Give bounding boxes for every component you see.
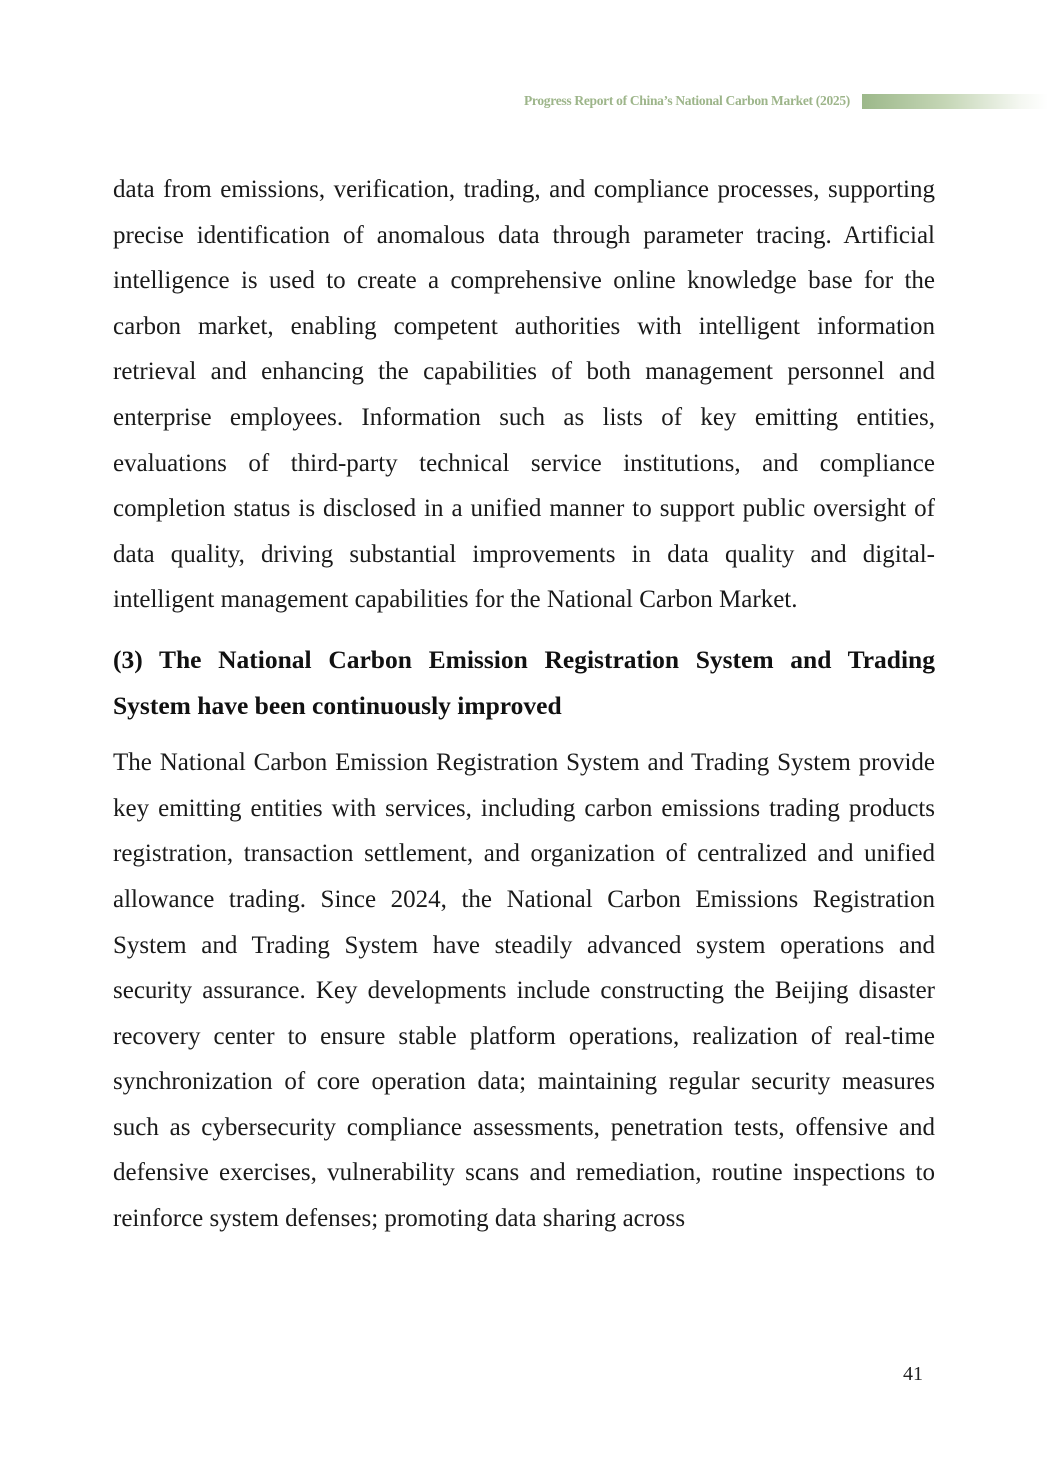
running-title: Progress Report of China’s National Carbon Market (2025) [523, 93, 850, 108]
header-gradient-bar [862, 94, 1048, 109]
body-paragraph-2: The National Carbon Emission Registration System and Trading System provide key emitting entities with services, including carbon emissions trading products registration, transaction settlement, and organization of centralized and unified allowance trading. Since 2024, the National Carbon Emissions Registration System and Trading System have steadily advanced system operations and security assurance. Key developments include constructing the Beijing disaster recovery center to ensure stable platform operations, realization of real-time synchronization of core operation data; maintaining regular security measures such as cybersecurity compliance assessments, penetration tests, offensive and defensive exercises, vulnerability scans and remediation, routine inspections to reinforce system defenses; promoting data sharing across [113, 749, 935, 1233]
section-heading: (3) The National Carbon Emission Registration System and Trading System have been continuously improved [113, 644, 935, 720]
body-paragraph-1: data from emissions, verification, trading, and compliance processes, supporting precise identification of anomalous data through parameter tracing. Artificial intelligence is used to create a comprehensive online knowledge base for the carbon market, enabling competent authorities with intelligent information retrieval and enhancing the capabilities of both management personnel and enterprise employees. Information such as lists of key emitting entities, evaluations of third-party technical service institutions, and compliance completion status is disclosed in a unified manner to support public oversight of data quality, driving substantial improvements in data quality and digital-intelligent management capabilities for the National Carbon Market. [113, 176, 935, 614]
page-content [113, 167, 935, 1242]
running-header [0, 92, 1048, 112]
page-number: 41 [903, 1363, 923, 1385]
